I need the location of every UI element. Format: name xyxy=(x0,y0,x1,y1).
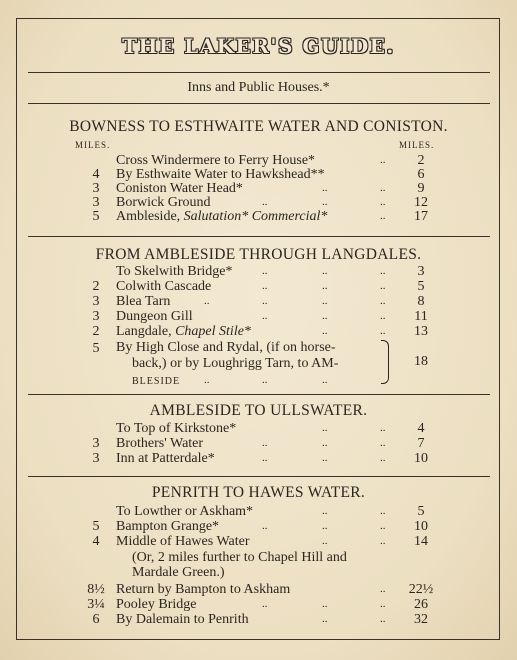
leader-dots: .. xyxy=(262,598,268,610)
table-row xyxy=(0,208,517,225)
divider xyxy=(28,394,490,395)
leader-dots: .. xyxy=(322,310,328,322)
row-miles: 5 xyxy=(92,209,100,224)
leader-dots: .. xyxy=(380,583,386,595)
bracket-distance xyxy=(0,353,517,370)
leader-dots: .. xyxy=(322,325,328,337)
page-subtitle: Inns and Public Houses.* xyxy=(187,80,330,95)
row-miles: 8½ xyxy=(87,582,105,597)
row-distance: 10 xyxy=(414,519,428,534)
leader-dots: .. xyxy=(380,210,386,222)
leader-dots: .. xyxy=(322,535,328,547)
leader-dots: .. xyxy=(322,182,328,194)
row-distance: 9 xyxy=(417,181,425,196)
leader-dots: .. xyxy=(380,295,386,307)
divider xyxy=(28,103,490,104)
leader-dots: .. xyxy=(322,265,328,277)
row-distance: 6 xyxy=(417,167,425,182)
row-place: By Esthwaite Water to Hawkshead** xyxy=(116,167,325,182)
row-place: Coniston Water Head* xyxy=(116,181,243,196)
divider xyxy=(28,476,490,477)
divider xyxy=(28,72,490,73)
leader-dots: .. xyxy=(262,310,268,322)
row-place: Middle of Hawes Water xyxy=(116,534,250,549)
table-row xyxy=(0,533,517,550)
leader-dots: .. xyxy=(322,613,328,625)
leader-dots: .. xyxy=(380,265,386,277)
row-distance: 7 xyxy=(417,436,425,451)
row-miles: 3 xyxy=(92,294,100,309)
leader-dots: .. xyxy=(380,452,386,464)
leader-dots: .. xyxy=(262,520,268,532)
row-distance: 22½ xyxy=(408,582,434,597)
leader-dots: .. xyxy=(204,295,210,307)
leader-dots-row xyxy=(0,372,517,389)
row-place: Colwith Cascade xyxy=(116,279,212,294)
leader-dots: .. xyxy=(380,613,386,625)
row-place: Borwick Ground xyxy=(116,195,211,210)
miles-label-left: MILES. xyxy=(75,140,111,150)
section-heading: AMBLESIDE TO ULLSWATER. xyxy=(149,402,368,419)
table-row xyxy=(0,450,517,467)
leader-dots: .. xyxy=(322,374,328,386)
row-distance: 12 xyxy=(414,195,428,210)
leader-dots: .. xyxy=(262,265,268,277)
table-row xyxy=(0,611,517,628)
row-miles: 5 xyxy=(92,341,100,356)
row-miles: 3 xyxy=(92,195,100,210)
leader-dots: .. xyxy=(322,280,328,292)
leader-dots: .. xyxy=(380,535,386,547)
route-description-line: By High Close and Rydal, (if on horse- xyxy=(116,340,336,355)
row-place: Pooley Bridge xyxy=(116,597,197,612)
row-distance: 26 xyxy=(414,597,428,612)
leader-dots: .. xyxy=(380,437,386,449)
row-place: To Skelwith Bridge* xyxy=(116,264,233,279)
route-description-line: back,) or by Loughrigg Tarn, to AM- xyxy=(132,356,339,371)
leader-dots: .. xyxy=(204,374,210,386)
miles-label-right: MILES. xyxy=(399,140,435,150)
row-distance: 14 xyxy=(414,534,428,549)
row-place: By Dalemain to Penrith xyxy=(116,612,249,627)
route-note-line: Mardale Green.) xyxy=(132,565,225,580)
leader-dots: .. xyxy=(262,452,268,464)
row-distance: 4 xyxy=(417,421,425,436)
section-heading: PENRITH TO HAWES WATER. xyxy=(151,484,366,501)
leader-dots: .. xyxy=(322,520,328,532)
leader-dots: .. xyxy=(262,374,268,386)
row-distance: 2 xyxy=(417,153,425,168)
leader-dots: .. xyxy=(380,310,386,322)
leader-dots: .. xyxy=(380,422,386,434)
row-miles: 3 xyxy=(92,309,100,324)
leader-dots: .. xyxy=(380,520,386,532)
leader-dots: .. xyxy=(380,280,386,292)
row-place: Return by Bampton to Askham xyxy=(116,582,291,597)
row-miles: 4 xyxy=(92,534,100,549)
leader-dots: .. xyxy=(322,295,328,307)
leader-dots: .. xyxy=(322,505,328,517)
page-title: THE LAKER'S GUIDE. xyxy=(122,34,395,58)
row-distance: 11 xyxy=(414,309,428,324)
leader-dots: .. xyxy=(262,196,268,208)
row-miles: 3 xyxy=(92,451,100,466)
row-place: Langdale, Chapel Stile* xyxy=(116,324,251,339)
row-place: Cross Windermere to Ferry House* xyxy=(116,153,316,168)
leader-dots: .. xyxy=(322,196,328,208)
leader-dots: .. xyxy=(322,598,328,610)
row-miles: 5 xyxy=(92,519,100,534)
leader-dots: .. xyxy=(322,422,328,434)
row-place: Dungeon Gill xyxy=(116,309,193,324)
row-place: To Top of Kirkstone* xyxy=(116,421,237,436)
row-miles: 6 xyxy=(92,612,100,627)
row-distance: 32 xyxy=(414,612,428,627)
row-place: Bampton Grange* xyxy=(116,519,220,534)
row-distance: 5 xyxy=(417,504,425,519)
leader-dots: .. xyxy=(322,452,328,464)
leader-dots: .. xyxy=(262,280,268,292)
leader-dots: .. xyxy=(380,154,386,166)
row-place: Ambleside, Salutation* Commercial* xyxy=(116,209,328,224)
row-place: Inn at Patterdale* xyxy=(116,451,215,466)
row-distance: 13 xyxy=(414,324,428,339)
table-row xyxy=(0,323,517,340)
divider xyxy=(28,236,490,237)
row-distance: 17 xyxy=(414,209,428,224)
row-place: Brothers' Water xyxy=(116,436,204,451)
row-miles: 2 xyxy=(92,324,100,339)
row-distance: 3 xyxy=(417,264,425,279)
row-place: To Lowther or Askham* xyxy=(116,504,254,519)
leader-dots: .. xyxy=(262,437,268,449)
row-distance: 10 xyxy=(414,451,428,466)
leader-dots: .. xyxy=(322,437,328,449)
leader-dots: .. xyxy=(380,196,386,208)
row-place: Blea Tarn xyxy=(116,294,171,309)
leader-dots: .. xyxy=(380,505,386,517)
row-miles: 3 xyxy=(92,436,100,451)
row-distance: 5 xyxy=(417,279,425,294)
leader-dots: .. xyxy=(380,325,386,337)
leader-dots: .. xyxy=(262,295,268,307)
row-miles: 2 xyxy=(92,279,100,294)
route-description-line: BLESIDE xyxy=(132,376,181,387)
route-note-line: (Or, 2 miles further to Chapel Hill and xyxy=(132,550,347,565)
row-distance: 8 xyxy=(417,294,425,309)
leader-dots: .. xyxy=(380,598,386,610)
section-heading: FROM AMBLESIDE THROUGH LANGDALES. xyxy=(95,246,422,263)
leader-dots: .. xyxy=(380,182,386,194)
row-miles: 4 xyxy=(92,167,100,182)
row-miles: 3¼ xyxy=(87,597,105,612)
section-heading: BOWNESS TO ESTHWAITE WATER AND CONISTON. xyxy=(69,118,448,135)
row-miles: 3 xyxy=(92,181,100,196)
row-distance: 18 xyxy=(414,354,428,369)
